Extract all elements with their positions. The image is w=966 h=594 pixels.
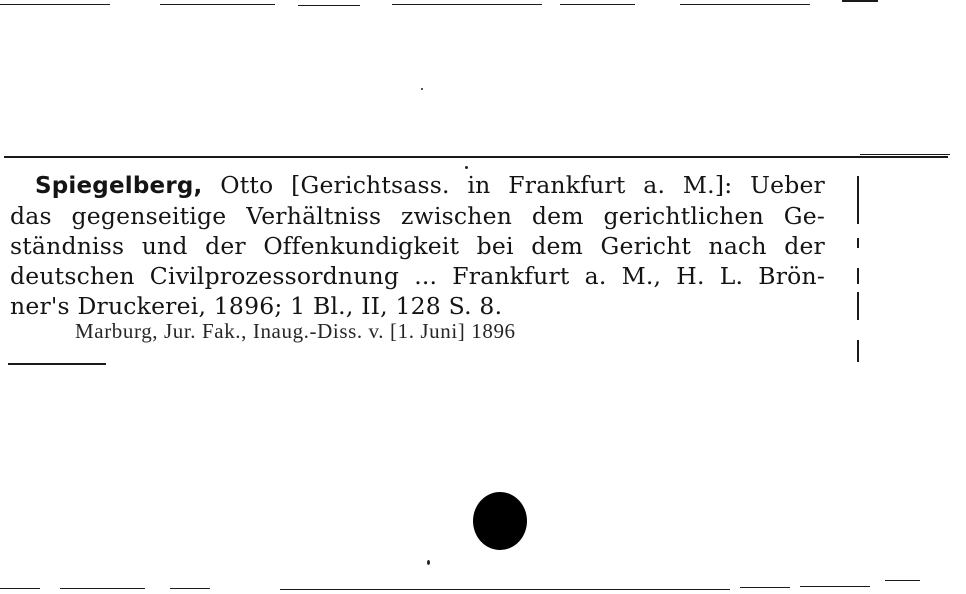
catalog-entry <box>10 170 825 321</box>
entry-end-rule <box>8 363 106 365</box>
scan-speck <box>465 166 468 169</box>
scan-speck <box>427 560 430 565</box>
bottom-edge-mark <box>60 588 145 589</box>
margin-mark <box>857 268 859 284</box>
punch-hole <box>473 492 527 550</box>
top-edge-mark <box>560 4 635 5</box>
top-edge-mark <box>392 4 542 5</box>
title-start: Otto [Gerichtsass. in Frankfurt a. M.]: Ueber <box>220 171 825 199</box>
bottom-edge-mark <box>0 588 40 589</box>
entry-line-1 <box>10 170 825 201</box>
top-edge-mark <box>842 0 878 2</box>
bottom-edge-mark <box>800 586 870 587</box>
dissertation-note: Marburg, Jur. Fak., Inaug.-Diss. v. [1. Juni] 1896 <box>75 319 516 343</box>
header-rule <box>4 156 948 158</box>
margin-mark <box>857 340 859 362</box>
entry-line-2: das gegenseitige Verhältniss zwischen dem gerichtlichen Ge- <box>10 202 825 230</box>
margin-mark <box>857 292 859 320</box>
bottom-edge-mark <box>280 589 730 590</box>
top-edge-mark <box>0 4 110 5</box>
top-edge-mark <box>680 4 810 5</box>
bottom-edge-mark <box>885 580 920 581</box>
bottom-edge-mark <box>170 588 210 589</box>
author-surname: Spiegelberg, <box>35 173 203 199</box>
entry-line-3: ständniss und der Offenkundigkeit bei dem Gericht nach der <box>10 232 825 260</box>
top-edge-mark <box>298 5 360 6</box>
header-rule-shadow <box>860 154 950 155</box>
entry-line-5: ner's Druckerei, 1896; 1 Bl., II, 128 S. 8. <box>10 292 503 320</box>
bottom-edge-mark <box>740 587 790 588</box>
margin-mark <box>857 176 859 224</box>
scan-speck <box>421 88 423 90</box>
entry-line-4: deutschen Civilprozessordnung ... Frankfurt a. M., H. L. Brön- <box>10 262 825 290</box>
top-edge-mark <box>160 4 275 5</box>
margin-mark <box>857 238 859 248</box>
